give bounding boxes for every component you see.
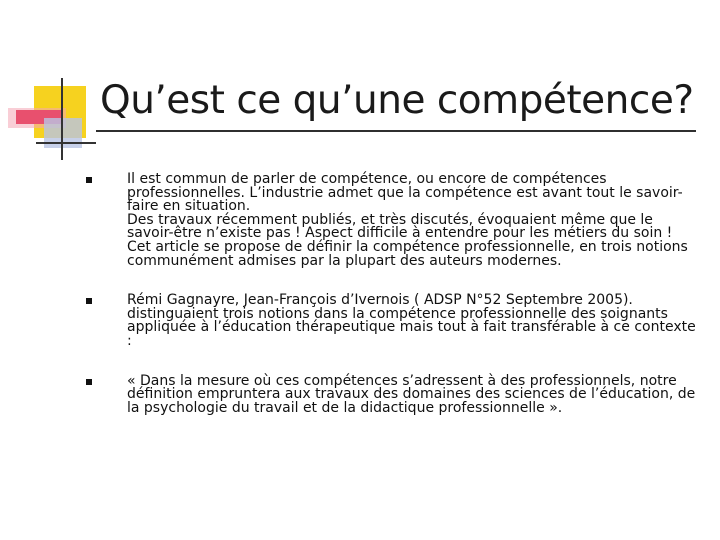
bullet-item-3 bbox=[86, 372, 700, 416]
bullet-item-1 bbox=[86, 173, 700, 268]
bullet-1-paragraph-2: Des travaux récemment publiés, et très discutés, évoquaient même que le savoir-être n’existe pas ! Aspect difficile à entendre pour les métiers du soin ! bbox=[127, 211, 673, 242]
bullet-1-paragraph-3: Cet article se propose de définir la compétence professionnelle, en trois notions communément admises par la plupart des auteurs modernes. bbox=[127, 238, 688, 269]
slide-title: Qu’est ce qu’une compétence? bbox=[100, 78, 694, 123]
square-bullet-icon bbox=[86, 298, 92, 304]
bullet-list bbox=[86, 173, 700, 415]
square-bullet-icon bbox=[86, 177, 92, 183]
bullet-item-2 bbox=[86, 294, 700, 348]
bullet-3-paragraph-1: « Dans la mesure où ces compétences s’adressent à des professionnels, notre définition empruntera aux travaux des domaines des sciences de l’éducation, de la psychologie du travail et de la didactique professionnelle ». bbox=[127, 372, 696, 416]
title-underline bbox=[96, 130, 696, 132]
logo-horizontal-line bbox=[36, 142, 96, 144]
logo-vertical-line bbox=[61, 78, 63, 160]
bullet-2-paragraph-1: Rémi Gagnayre, Jean-François d’Ivernois ( ADSP N°52 Septembre 2005). distinguaient trois notions dans la compétence professionnelle des soignants appliquée à l’éducation thérapeutique mais tout à fait transférable à ce contexte : bbox=[127, 292, 696, 349]
square-bullet-icon bbox=[86, 379, 92, 385]
bullet-1-paragraph-1: Il est commun de parler de compétence, ou encore de compétences professionnelles. L’industrie admet que la compétence est avant tout le savoir-faire en situation. bbox=[127, 171, 683, 215]
